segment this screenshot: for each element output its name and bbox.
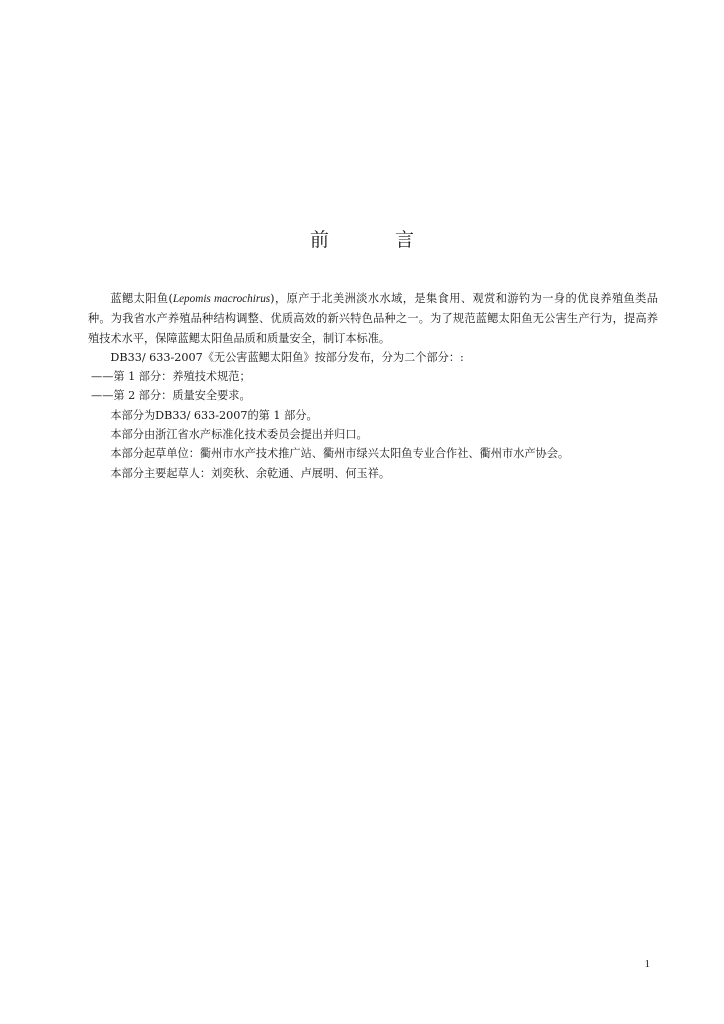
species-name: Lepomis macrochirus — [172, 293, 271, 305]
drafters-line: 本部分主要起草人：刘奕秋、余乾通、卢展明、何玉祥。 — [110, 466, 391, 480]
proposed-by-line: 本部分由浙江省水产标准化技术委员会提出并归口。 — [110, 428, 368, 442]
page-number: 1 — [644, 958, 650, 970]
part-2-item: ——第 2 部分：质量安全要求。 — [91, 389, 251, 403]
intro-paragraph — [88, 289, 658, 348]
drafting-units-line: 本部分起草单位：衢州市水产技术推广站、衢州市绿兴太阳鱼专业合作社、衢州市水产协会。 — [110, 447, 570, 461]
part-1-item: ——第 1 部分：养殖技术规范； — [91, 370, 251, 384]
parts-intro-line: DB33/ 633-2007《无公害蓝鳃太阳鱼》按部分发布，分为二个部分：: — [110, 350, 464, 364]
this-part-line: 本部分为DB33/ 633-2007的第 1 部分。 — [110, 408, 318, 422]
preface-body — [88, 289, 658, 483]
intro-text-start: 蓝鳃太阳鱼( — [110, 292, 173, 305]
intro-text-rest: )，原产于北美洲淡水水域，是集食用、观赏和游钓为一身的优良养殖鱼类品种。为我省水产养殖品种结构调整、优质高效的新兴特色品种之一。为了规范蓝鳃太阳鱼无公害生产行为，提高养殖技术水平，保障蓝鳃太阳鱼品质和质量安全，制订本标准。 — [88, 292, 658, 345]
page-title: 前 言 — [309, 229, 445, 251]
